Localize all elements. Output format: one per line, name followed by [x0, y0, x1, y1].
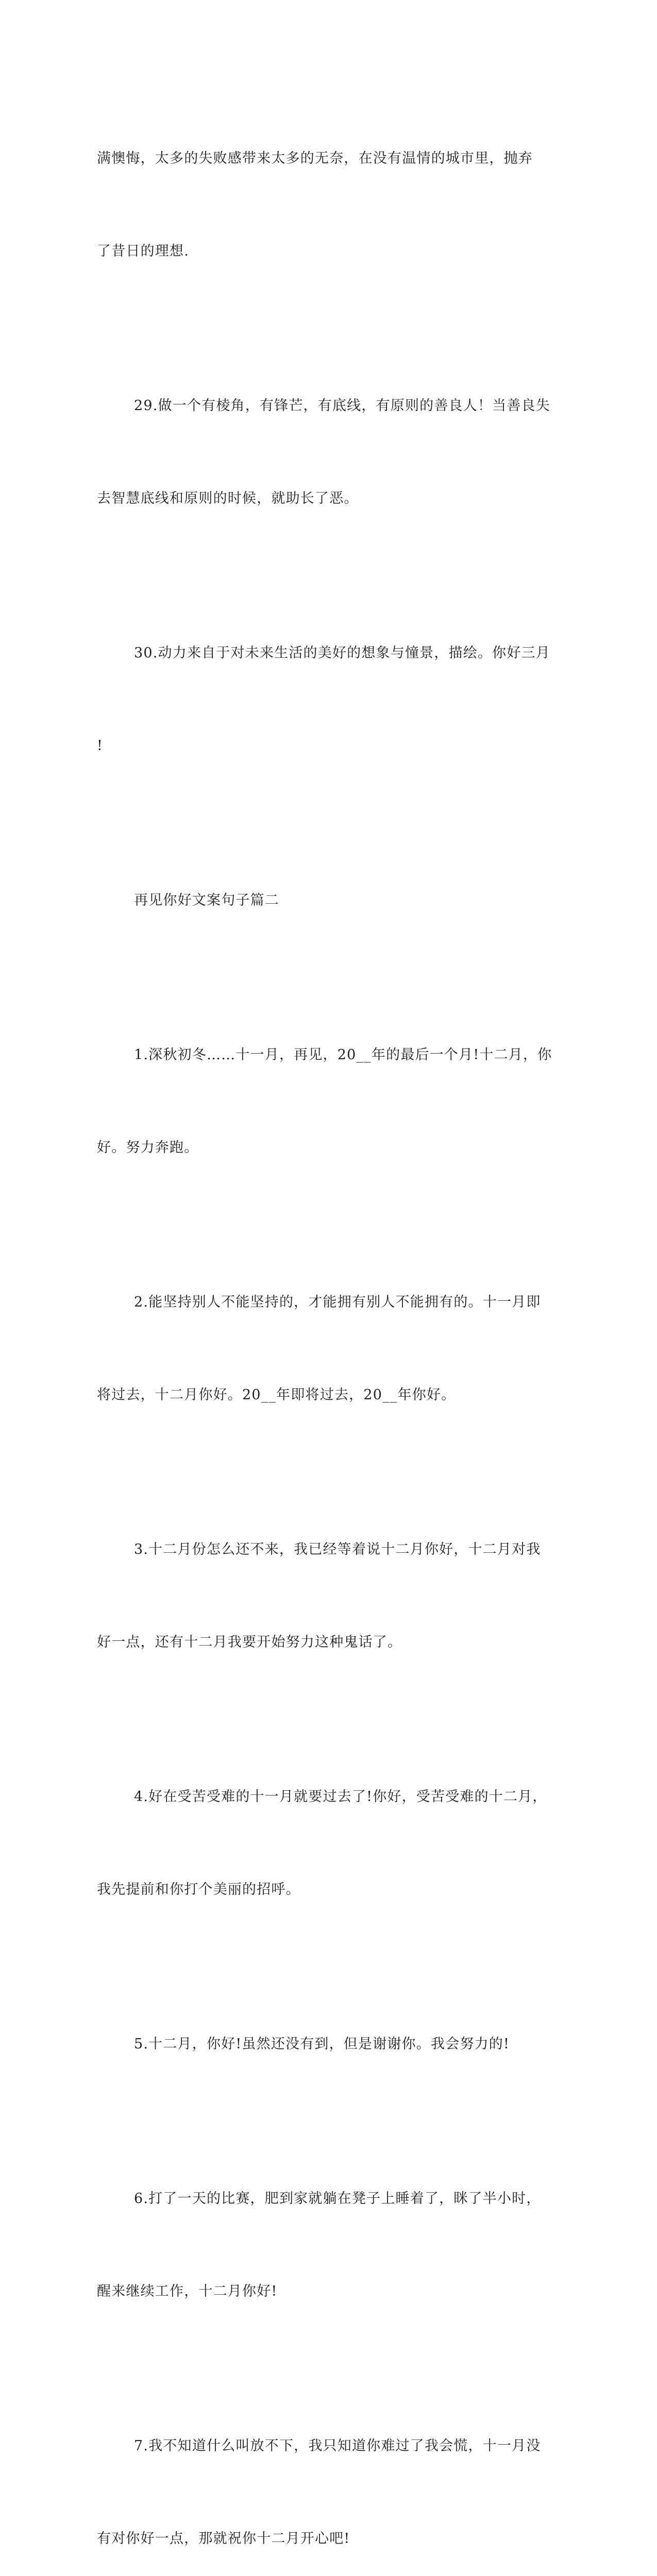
text-line: 我先提前和你打个美丽的招呼。	[97, 1882, 300, 1897]
text-line: 5.十二月，你好!虽然还没有到，但是谢谢你。我会努力的!	[134, 2036, 510, 2052]
text-line: !	[97, 738, 104, 754]
paragraph-continuation	[97, 81, 555, 329]
paragraph-item-5	[97, 1967, 555, 2122]
text-line: 满懊悔，太多的失败感带来太多的无奈，在没有温情的城市里，抛弃	[97, 150, 533, 166]
text-line: 醒来继续工作，十二月你好!	[97, 2283, 278, 2299]
text-line: 了昔日的理想.	[97, 243, 189, 259]
text-line: 30.动力来自于对未来生活的美好的想象与憧景，描绘。你好三月	[134, 645, 550, 661]
text-line: 7.我不知道什么叫放不下，我只知道你难过了我会慌，十一月没	[134, 2438, 541, 2454]
paragraph-item-29	[97, 329, 555, 576]
paragraph-item-7	[97, 2369, 555, 2576]
section-heading	[97, 823, 555, 978]
text-line: 好一点，还有十二月我要开始努力这种鬼话了。	[97, 1634, 402, 1650]
text-line: 去智慧底线和原则的时候，就助长了恶。	[97, 490, 359, 506]
paragraph-item-1	[97, 978, 555, 1225]
paragraph-item-30	[97, 576, 555, 823]
paragraph-item-6	[97, 2122, 555, 2369]
text-line: 将过去，十二月你好。20__年即将过去，20__年你好。	[97, 1387, 456, 1403]
paragraph-item-3	[97, 1472, 555, 1720]
text-line: 3.十二月份怎么还不来，我已经等着说十二月你好，十二月对我	[134, 1541, 541, 1557]
text-line: 再见你好文案句子篇二	[134, 892, 279, 908]
paragraph-item-2	[97, 1225, 555, 1472]
text-line: 有对你好一点，那就祝你十二月开心吧!	[97, 2531, 350, 2547]
document-body	[97, 81, 555, 2576]
text-line: 1.深秋初冬……十一月，再见，20__年的最后一个月!十二月，你	[134, 1047, 552, 1063]
text-line: 好。努力奔跑。	[97, 1140, 199, 1156]
text-line: 4.好在受苦受难的十一月就要过去了!你好，受苦受难的十二月，	[134, 1789, 547, 1805]
text-line: 29.做一个有棱角，有锋芒，有底线，有原则的善良人！当善良失	[134, 398, 550, 414]
paragraph-item-4	[97, 1720, 555, 1967]
text-line: 6.打了一天的比赛，肥到家就躺在凳子上睡着了，眯了半小时，	[134, 2191, 541, 2207]
text-line: 2.能坚持别人不能坚持的，才能拥有别人不能拥有的。十一月即	[134, 1294, 541, 1310]
